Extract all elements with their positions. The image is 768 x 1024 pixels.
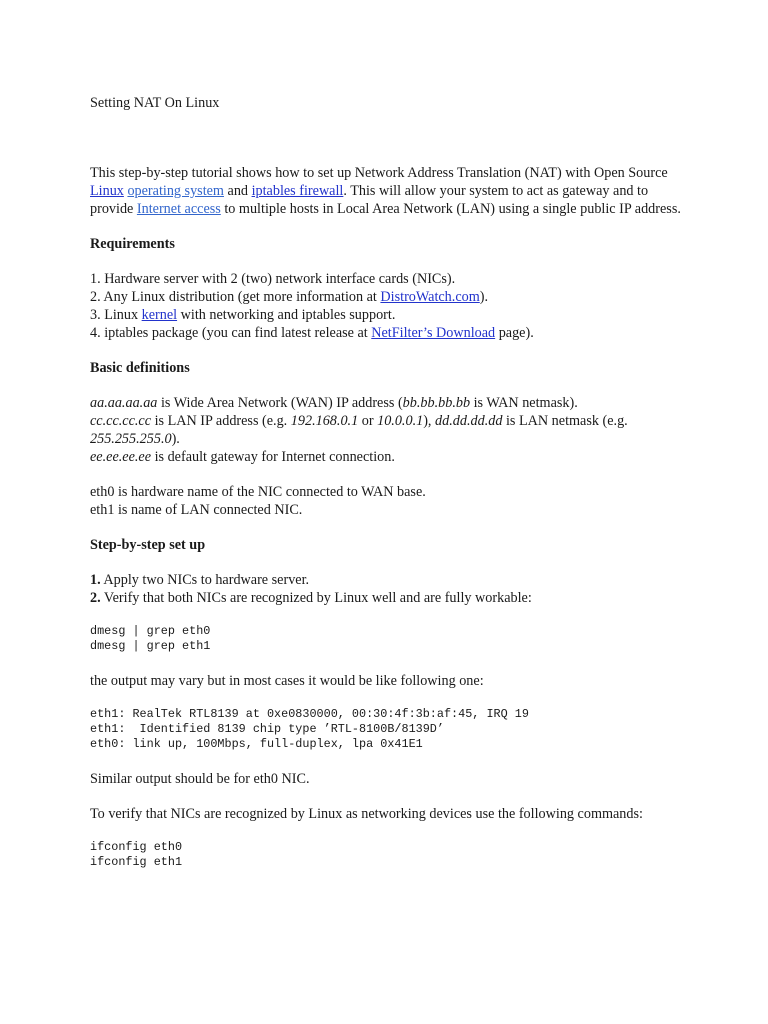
setup-steps	[90, 571, 690, 607]
requirement-text: ).	[479, 289, 489, 305]
step-number: 1.	[90, 572, 101, 588]
requirement-text: with networking and iptables support.	[177, 307, 396, 323]
requirement-text: 3. Linux	[90, 307, 142, 323]
requirement-text: 2. Any Linux distribution (get more information at	[90, 289, 381, 305]
requirements-heading: Requirements	[90, 236, 175, 252]
definitions-heading: Basic definitions	[90, 360, 190, 376]
requirement-item: 1. Hardware server with 2 (two) network interface cards (NICs).	[90, 271, 456, 287]
intro-text: and	[223, 183, 252, 199]
intro-text: to multiple hosts in Local Area Network (LAN) using a single public IP address.	[220, 201, 681, 217]
definition-term: 10.0.0.1	[377, 413, 424, 429]
requirement-item	[90, 289, 488, 305]
intro-text: This step-by-step tutorial shows how to set up Network Address Translation (NAT) with Open Source	[90, 165, 668, 181]
definition-text: is WAN netmask).	[470, 395, 578, 411]
definition-text: is default gateway for Internet connection.	[151, 449, 395, 465]
similar-output-note: Similar output should be for eth0 NIC.	[90, 771, 310, 787]
link-netfilter-download[interactable]: NetFilter’s Download	[371, 325, 496, 341]
intro-text: . This will allow your system to act as gateway and to provide	[90, 183, 649, 217]
code-block-output: eth1: RealTek RTL8139 at 0xe0830000, 00:30:4f:3b:af:45, IRQ 19 eth1: Identified 8139 chip type ’RTL-8100B/8139D’ eth0: link up, 100Mbps, full-duplex, lpa 0x41E1	[90, 707, 529, 751]
requirements-list	[90, 270, 690, 342]
definition-text: is LAN netmask (e.g.	[502, 413, 628, 429]
definition-text: or	[358, 413, 378, 429]
requirement-item	[90, 325, 534, 341]
step-text: Apply two NICs to hardware server.	[100, 572, 310, 588]
definition-term: dd.dd.dd.dd	[435, 413, 503, 429]
link-linux[interactable]: Linux	[90, 183, 124, 199]
definition-text: is Wide Area Network (WAN) IP address (	[157, 395, 403, 411]
definition-term: cc.cc.cc.cc	[90, 413, 152, 429]
step-text: Verify that both NICs are recognized by Linux well and are fully workable:	[100, 590, 532, 606]
link-operating-system[interactable]: operating system	[127, 183, 224, 199]
definition-term: bb.bb.bb.bb	[402, 395, 471, 411]
link-kernel[interactable]: kernel	[141, 307, 178, 323]
code-block-dmesg: dmesg | grep eth0 dmesg | grep eth1	[90, 624, 211, 653]
definition-text: ).	[171, 431, 180, 447]
definition-term: aa.aa.aa.aa	[90, 395, 158, 411]
code-block-ifconfig: ifconfig eth0 ifconfig eth1	[90, 840, 183, 869]
interface-definitions	[90, 483, 690, 519]
link-internet-access[interactable]: Internet access	[136, 201, 221, 217]
intro-paragraph	[90, 164, 690, 218]
definition-term: ee.ee.ee.ee	[90, 449, 152, 465]
requirement-text: 4. iptables package (you can find latest release at	[90, 325, 372, 341]
definition-text: is LAN IP address (e.g.	[151, 413, 291, 429]
definition-term: 192.168.0.1	[290, 413, 359, 429]
requirement-text: page).	[495, 325, 534, 341]
eth1-definition: eth1 is name of LAN connected NIC.	[90, 502, 303, 518]
requirement-item	[90, 307, 395, 323]
step-number: 2.	[90, 590, 101, 606]
definition-text: ),	[423, 413, 436, 429]
document-page	[90, 94, 690, 888]
setup-heading: Step-by-step set up	[90, 537, 206, 553]
output-note: the output may vary but in most cases it would be like following one:	[90, 673, 484, 689]
link-distrowatch[interactable]: DistroWatch.com	[380, 289, 480, 305]
definitions-block	[90, 394, 690, 466]
link-iptables-firewall[interactable]: iptables firewall	[251, 183, 344, 199]
verify-instructions: To verify that NICs are recognized by Linux as networking devices use the following commands:	[90, 806, 643, 822]
definition-term: 255.255.255.0	[90, 431, 172, 447]
document-title: Setting NAT On Linux	[90, 95, 220, 111]
eth0-definition: eth0 is hardware name of the NIC connected to WAN base.	[90, 484, 426, 500]
